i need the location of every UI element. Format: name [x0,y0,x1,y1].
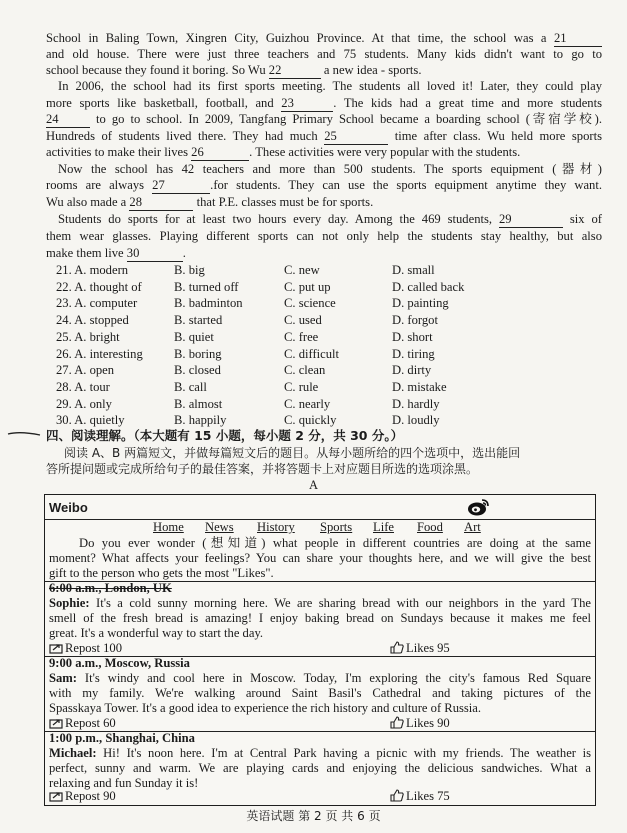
repost-count: Repost 90 [65,789,116,803]
option-choice: 22. A. thought of [56,279,142,294]
option-choice: D. dirty [392,363,432,378]
post-text [49,596,591,611]
option-row [56,295,596,311]
post-text: perfect, sunny and warm. We are playing cards and enjoying the delicious sandwiches. What a [49,761,591,775]
option-choice: C. clean [284,363,326,378]
section-instruction: 阅读 A、B 两篇短文，并做每篇短文后的题目。从每小题所给的四个选项中，选出能回 [64,446,521,460]
repost-count: Repost 60 [65,716,116,730]
option-choice: 23. A. computer [56,296,138,311]
section-instruction: 答所提问题或完成所给句子的最佳答案，并将答题卡上对应题目所选的选项涂黑。 [46,462,479,476]
blank-23: 23 [281,95,333,112]
option-choice: B. call [174,379,207,394]
cloze-text: School in Baling Town, Xingren City, Guizhou Province. At that time, the school was a [46,31,554,45]
cloze-line: Now the school has 42 teachers and more than 500 students. The sports equipment (器材) [58,162,602,176]
repost-count: Repost 100 [65,641,123,655]
cloze-line [46,194,602,211]
option-choice: B. almost [174,396,223,411]
option-choice: D. tiring [392,346,435,361]
cloze-text: Wu also made a [46,195,130,209]
nav-sports[interactable]: Sports [320,520,353,534]
option-choice: B. badminton [174,296,243,311]
option-choice: 28. A. tour [56,379,110,394]
option-choice: D. small [392,263,435,277]
option-choice: D. called back [392,279,465,294]
post-text-span: It's windy and cool here in Moscow. Today, I'm exploring the city's famous Red Square [77,671,591,685]
option-choice: D. loudly [392,413,440,428]
cloze-line [46,62,602,79]
option-row [56,412,596,428]
option-row [56,362,596,378]
post-text: great. It's a wonderful way to start the day. [49,626,264,640]
cloze-text: activities to make their lives [46,145,192,159]
weibo-intro: Do you ever wonder (想知道) what people in different countries are doing at the same [79,536,591,550]
cloze-text: a new idea - sports. [320,63,422,77]
cloze-text: Students do sports for at least two hours every day. Among the 469 students, [58,212,499,226]
like-count: Likes 95 [406,641,450,655]
like-count: Likes 75 [406,789,450,803]
option-row [56,279,596,295]
page-footer: 英语试题 第 2 页 共 6 页 [246,809,381,823]
blank-22: 22 [269,62,321,79]
option-choice: C. quickly [284,413,337,428]
option-choice: C. difficult [284,346,340,361]
option-choice: 24. A. stopped [56,313,129,328]
post-author: Michael: [49,746,97,760]
cloze-text: school because they found it boring. So Wu [46,63,269,77]
blank-26: 26 [191,144,249,161]
blank-29: 29 [499,211,563,228]
option-choice: D. painting [392,296,449,311]
cloze-line: and old house. There were just three teachers and 75 students. Many kids didn't want to go to [46,47,602,61]
nav-art[interactable]: Art [464,520,481,534]
option-row [56,396,596,412]
blank-25: 25 [324,128,388,145]
blank-21: 21 [554,30,602,47]
nav-history[interactable]: History [257,520,295,534]
post-time: 9:00 a.m., Moscow, Russia [49,656,190,670]
option-choice: D. mistake [392,379,447,394]
cloze-line [46,111,602,128]
cloze-line [46,144,602,161]
cloze-line [46,177,602,194]
pen-stroke-mark [6,430,42,438]
option-choice: B. happily [174,413,227,428]
option-choice: C. nearly [284,396,331,411]
option-row [56,346,596,362]
cloze-line [46,211,602,228]
post-time: 1:00 p.m., Shanghai, China [49,731,195,745]
cloze-line [46,30,602,47]
cloze-text: . The kids had a great time and more students [333,96,602,110]
blank-27: 27 [152,177,210,194]
option-choice: B. started [174,313,223,328]
cloze-text: Hundreds of students lived there. They had much [46,129,325,143]
weibo-nav [45,519,595,535]
option-choice: 30. A. quietly [56,413,125,428]
post-time: 6:00 a.m., London, UK [49,581,172,595]
repost-icon [49,790,63,806]
option-choice: C. put up [284,279,331,294]
nav-food[interactable]: Food [417,520,443,534]
weibo-header [45,495,595,520]
post-text: relaxing and fun Sunday it is! [49,776,199,790]
cloze-text: . [182,246,186,260]
weibo-box [44,494,596,806]
cloze-text: time after class. Wu held more sports [388,129,602,143]
nav-home[interactable]: Home [153,520,184,534]
option-choice: C. new [284,263,320,277]
cloze-text: six of [562,212,602,226]
blank-30: 30 [127,245,183,262]
cloze-text: to go to school. In 2009, Tangfang Primary School became a boarding school (寄宿学校). [90,112,602,126]
passage-label: A [308,478,319,492]
section-title: 四、阅读理解。（本大题有 15 小题，每小题 2 分，共 30 分。） [46,428,404,443]
post-text [49,671,591,686]
weibo-intro: gift to the person who gets the most "Likes". [49,566,274,580]
thumbs-up-icon [390,789,404,806]
cloze-line [46,95,602,112]
option-row [56,379,596,395]
post-text: smell of the fresh bread is amazing! I enjoy baking bread on Sundays because it makes me feel [49,611,591,625]
repost-button[interactable] [49,789,116,806]
cloze-line [46,245,602,262]
post-text-span: It's a cold sunny morning here. We are sharing bread with our neighbors in the yard The [89,596,591,610]
option-choice: C. rule [284,379,319,394]
cloze-text: .for students. They can use the sports equipment anytime they want. [210,178,602,192]
cloze-text: that P.E. classes must be for sports. [193,195,374,209]
option-row [56,329,596,345]
option-choice: D. forgot [392,313,438,328]
post-author: Sam: [49,671,77,685]
option-choice: 26. A. interesting [56,346,143,361]
cloze-text: more sports like basketball, football, and [46,96,282,110]
cloze-text: . These activities were very popular with the students. [249,145,521,159]
post-text: Spasskaya Tower. It's a good idea to experience the rich history and culture of Russia. [49,701,482,715]
option-choice: 21. A. modern [56,263,129,277]
like-button[interactable] [390,789,450,806]
option-choice: B. big [174,263,205,277]
option-row [56,312,596,328]
post-text-span: Hi! It's noon here. I'm at Central Park having a picnic with my friends. The weather is [96,746,591,760]
option-choice: 29. A. only [56,396,112,411]
option-choice: B. closed [174,363,221,378]
blank-28: 28 [129,194,193,211]
cloze-line: In 2006, the school had its first sports meeting. The students all loved it! Later, they could play [58,79,602,93]
cloze-text: rooms are always [46,178,153,192]
cloze-line: them wear glasses. Playing different sports can not only help the students stay healthy, but also [46,229,602,243]
option-row [56,262,596,278]
cloze-text: make them live [46,246,127,260]
option-choice: C. free [284,329,319,344]
weibo-title: Weibo [49,500,88,515]
option-choice: C. science [284,296,336,311]
post-text: with my family. We're walking around Saint Basil's Cathedral and taking pictures of the [49,686,591,700]
blank-24: 24 [46,111,90,128]
option-choice: D. short [392,329,433,344]
cloze-line [46,128,602,145]
option-choice: B. quiet [174,329,214,344]
post-text [49,746,591,761]
option-choice: B. turned off [174,279,239,294]
option-choice: D. hardly [392,396,440,411]
nav-life[interactable]: Life [373,520,394,534]
option-choice: 25. A. bright [56,329,120,344]
weibo-intro: moment? What affects your feelings? You can share your thoughts here, and we will give the best [49,551,591,565]
option-choice: 27. A. open [56,363,115,378]
nav-news[interactable]: News [205,520,234,534]
like-count: Likes 90 [406,716,450,730]
post-author: Sophie: [49,596,90,610]
option-choice: B. boring [174,346,222,361]
option-choice: C. used [284,313,322,328]
